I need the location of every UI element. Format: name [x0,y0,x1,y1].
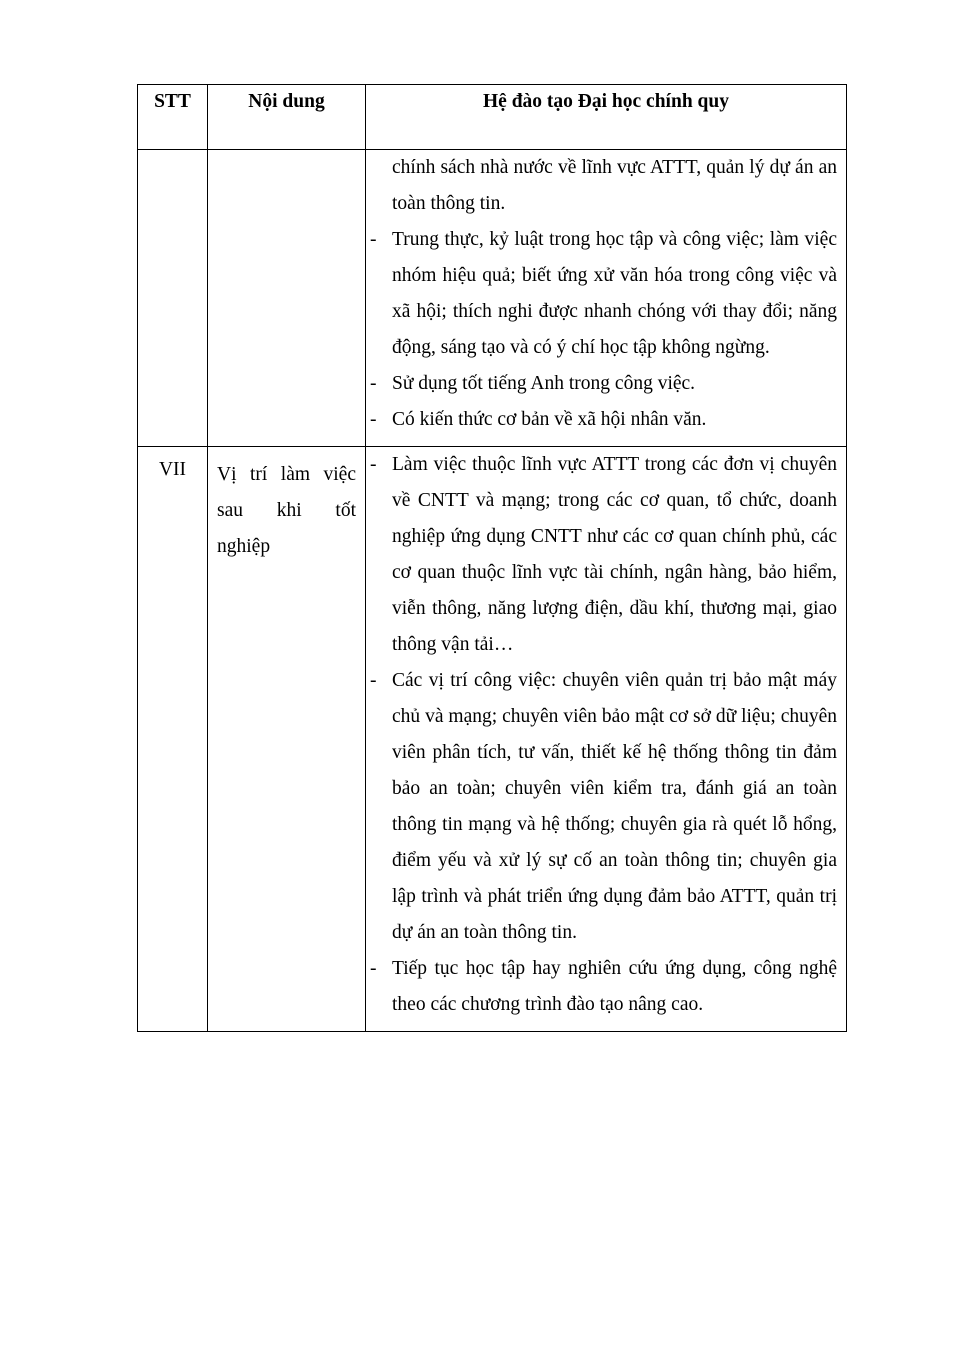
bullet-dash: - [370,373,377,394]
paragraph-text: chính sách nhà nước về lĩnh vực ATTT, quản lý dự án an toàn thông tin. [392,157,837,214]
row-noi-dung: Vị trí làm việc sau khi tốt nghiệp [208,447,366,1032]
paragraph-text: Trung thực, kỷ luật trong học tập và công việc; làm việc nhóm hiệu quả; biết ứng xử văn hóa trong công việc và xã hội; thích nghi được nhanh chóng với thay đổi; năng động, sáng tạo và có ý chí học tập không ngừng. [392,229,837,358]
bullet-dash: - [370,670,377,691]
bullet-dash: - [370,229,377,250]
table-row [138,447,847,1032]
bullet-dash: - [370,958,377,979]
header-stt: STT [138,85,208,150]
row-content [366,150,847,447]
content-paragraph [370,402,837,438]
curriculum-table [137,84,847,1032]
header-noi-dung: Nội dung [208,85,366,150]
row-content [366,447,847,1032]
header-he-dao-tao: Hệ đào tạo Đại học chính quy [366,85,847,150]
table-row [138,150,847,447]
table-header-row [138,85,847,150]
paragraph-text: Các vị trí công việc: chuyên viên quản trị bảo mật máy chủ và mạng; chuyên viên bảo mật cơ sở dữ liệu; chuyên viên phân tích, tư vấn, thiết kế hệ thống thông tin đảm bảo an toàn; chuyên viên kiểm tra, đánh giá an toàn thông tin mạng và hệ thống; chuyên gia rà quét lỗ hổng, điểm yếu và xử lý sự cố an toàn thông tin; chuyên gia lập trình và phát triển ứng dụng đảm bảo ATTT, quản trị dự án an toàn thông tin. [392,670,837,943]
content-paragraph [370,222,837,366]
paragraph-text: Có kiến thức cơ bản về xã hội nhân văn. [392,409,707,430]
row-stt [138,150,208,447]
content-paragraph [392,150,837,222]
paragraph-text: Tiếp tục học tập hay nghiên cứu ứng dụng, công nghệ theo các chương trình đào tạo nâng cao. [392,958,837,1015]
paragraph-text: Sử dụng tốt tiếng Anh trong công việc. [392,373,696,394]
content-paragraph [370,951,837,1023]
row-noi-dung [208,150,366,447]
content-paragraph [370,663,837,951]
paragraph-text: Làm việc thuộc lĩnh vực ATTT trong các đơn vị chuyên về CNTT và mạng; trong các cơ quan, tổ chức, doanh nghiệp ứng dụng CNTT như các cơ quan chính phủ, các cơ quan thuộc lĩnh vực tài chính, ngân hàng, bảo hiểm, viễn thông, năng lượng điện, dầu khí, thương mại, giao thông vận tải… [392,454,837,655]
bullet-dash: - [370,454,377,475]
bullet-dash: - [370,409,377,430]
content-paragraph [370,366,837,402]
content-paragraph [370,447,837,663]
row-stt: VII [138,447,208,1032]
